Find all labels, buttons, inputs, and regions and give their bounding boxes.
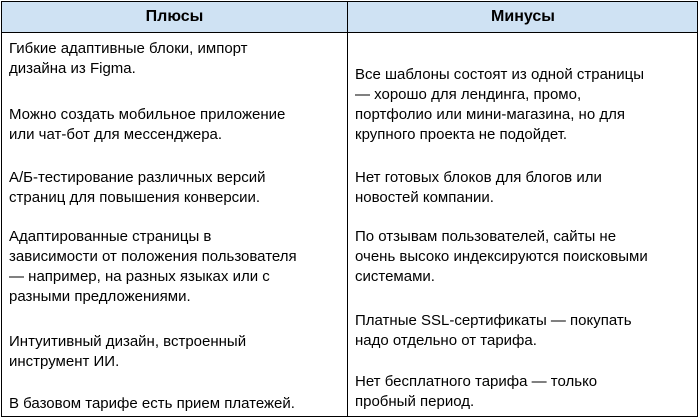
cons-item-line: Нет бесплатного тарифа — только (355, 373, 598, 390)
cons-item (355, 372, 597, 412)
cons-item-line: очень высоко индексируются поисковыми (355, 248, 648, 265)
cons-item-line: новостей компании. (355, 189, 494, 206)
cons-item (355, 227, 648, 287)
pros-item-line: — например, на разных языках или с (9, 268, 270, 285)
cons-item-line: Все шаблоны состоят из одной страницы (355, 66, 644, 83)
cons-item-line: портфолио или мини-магазина, но для (355, 106, 625, 123)
pros-item-line: А/Б-тестирование различных версий (9, 169, 266, 186)
pros-item-line: зависимости от положения пользователя (9, 248, 297, 265)
pros-item-line: разными предложениями. (9, 288, 191, 305)
pros-item-line: Адаптированные страницы в (9, 228, 212, 245)
cons-item (355, 168, 602, 208)
pros-item (9, 39, 248, 79)
pros-item-line: страниц для повышения конверсии. (9, 189, 261, 206)
cons-item-line: системами. (355, 268, 435, 285)
pros-item-line: инструмент ИИ. (9, 353, 120, 370)
cons-item-line: пробный период. (355, 393, 475, 410)
header-cons: Минусы (491, 8, 555, 25)
cons-item-line: Нет готовых блоков для блогов или (355, 169, 602, 186)
cons-item (355, 311, 632, 351)
cons-item-line: По отзывам пользователей, сайты не (355, 228, 617, 245)
pros-item-line: дизайна из Figma. (9, 60, 136, 77)
pros-item (9, 168, 265, 208)
pros-item (9, 332, 246, 372)
cons-item (355, 65, 644, 145)
header-pros: Плюсы (145, 8, 204, 25)
pros-item-line: Можно создать мобильное приложение (9, 106, 286, 123)
pros-item (9, 227, 297, 307)
cons-item-line: — хорошо для лендинга, промо, (355, 86, 582, 103)
pros-item-line: В базовом тарифе есть прием платежей. (9, 395, 295, 412)
pros-item-line: или чат-бот для мессенджера. (9, 126, 223, 143)
table-header (2, 2, 697, 33)
cons-item-line: крупного проекта не подойдет. (355, 126, 568, 143)
pros-item-line: Гибкие адаптивные блоки, импорт (9, 40, 248, 57)
comparison-table (1, 1, 698, 417)
pros-item-line: Интуитивный дизайн, встроенный (9, 333, 247, 350)
pros-item (9, 105, 285, 145)
pros-item (9, 394, 295, 414)
column-divider (347, 2, 348, 416)
cons-item-line: Платные SSL-сертификаты — покупать (355, 312, 632, 329)
cons-item-line: надо отдельно от тарифа. (355, 332, 537, 349)
